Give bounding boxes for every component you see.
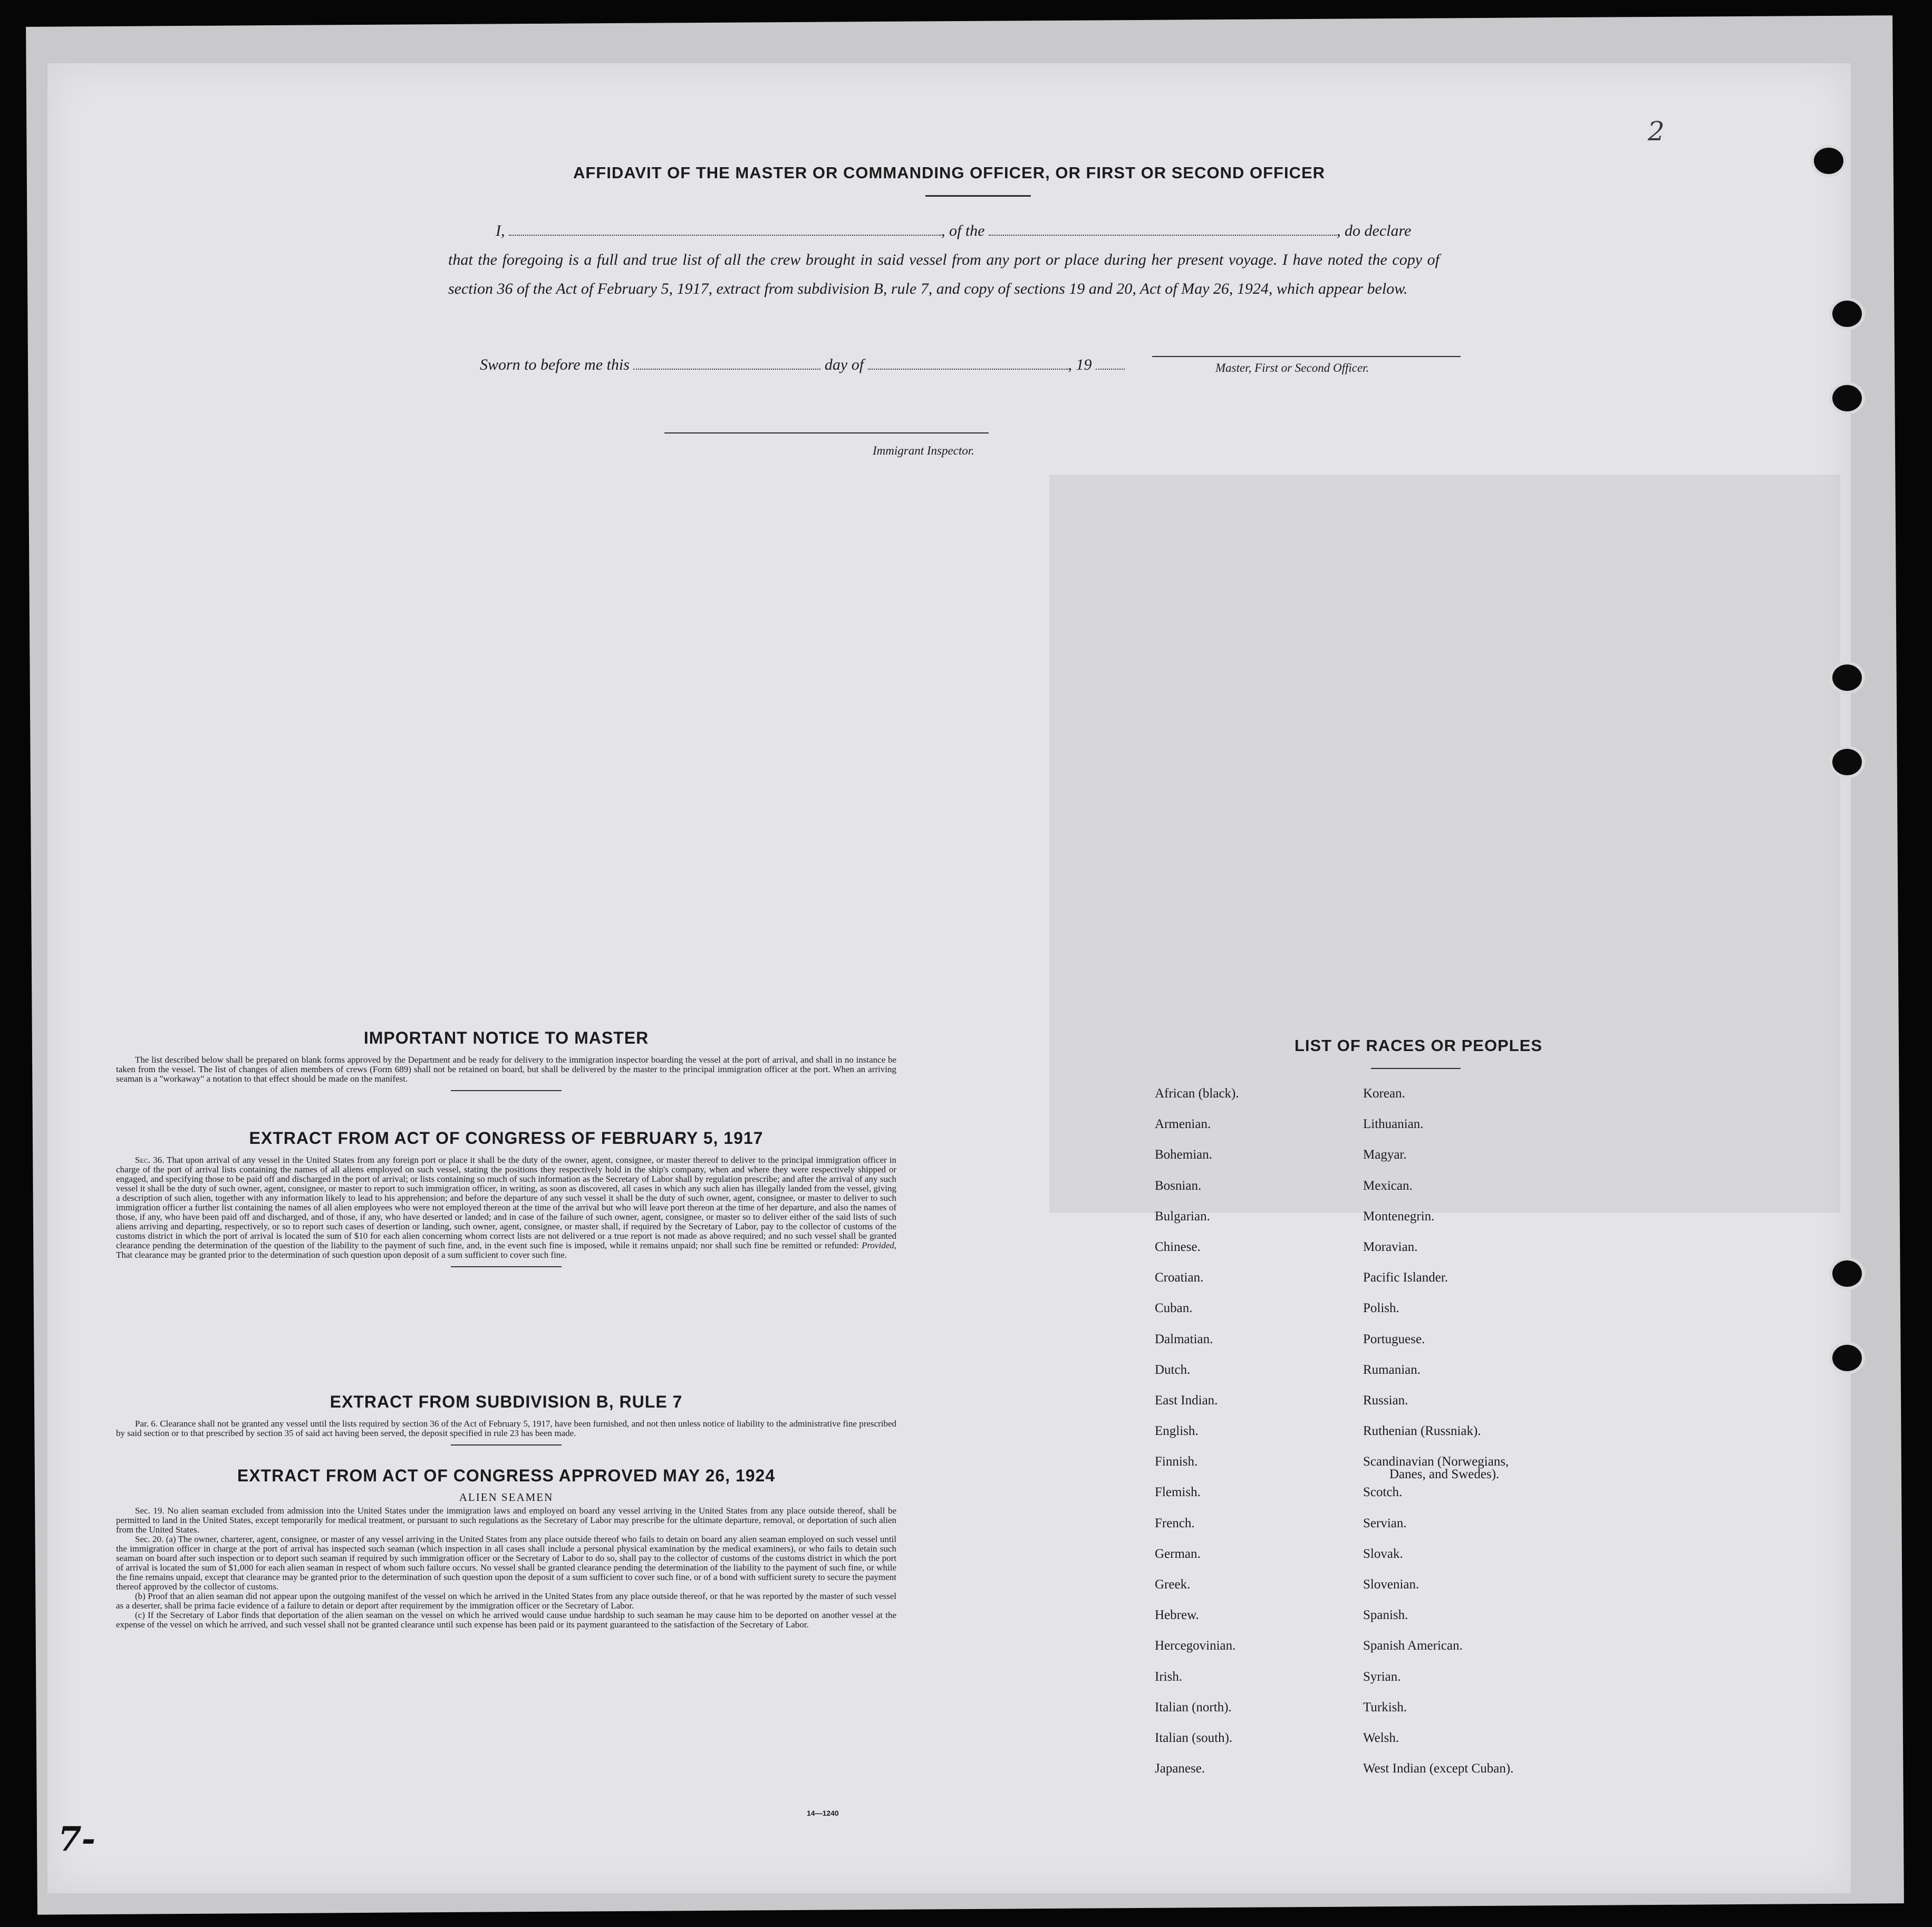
inspector-signature-line[interactable] [664, 432, 989, 433]
race-item: Italian (north). [1155, 1700, 1232, 1714]
race-item: Turkish. [1363, 1700, 1407, 1714]
page-number: 2 [1648, 116, 1665, 147]
race-item: African (black). [1155, 1086, 1239, 1101]
race-item: Moravian. [1363, 1239, 1418, 1254]
race-item: Montenegrin. [1363, 1209, 1435, 1223]
declarant-i: I, [496, 222, 505, 239]
section-divider [451, 1090, 562, 1091]
binder-hole [1832, 1260, 1862, 1287]
extract-rule7-section [116, 1392, 896, 1446]
sworn-day-label: day of [824, 356, 864, 373]
do-declare-label: , do declare [1337, 222, 1412, 239]
race-item: Armenian. [1155, 1117, 1211, 1132]
race-item: Korean. [1363, 1086, 1405, 1101]
race-item-continuation: Danes, and Swedes). [1389, 1467, 1500, 1482]
master-signature-line[interactable] [1152, 356, 1461, 357]
race-item: Hebrew. [1155, 1608, 1199, 1623]
race-item: East Indian. [1155, 1393, 1218, 1408]
binder-hole [1832, 1345, 1862, 1371]
extract-1924-section [116, 1466, 896, 1630]
race-item: Dutch. [1155, 1362, 1191, 1377]
race-item: Russian. [1363, 1393, 1408, 1408]
race-item: Scotch. [1363, 1485, 1403, 1500]
race-item: Finnish. [1155, 1454, 1198, 1469]
sec20c-text: (c) If the Secretary of Labor finds that deportation of the alien seaman on the vessel on which he arrived would cause undue hardship to such seaman he may cause him to be deported on another vessel at the expense of the vessel on which he arrived, and such vessel shall not be granted clearance until such expense has been paid or its payment guaranteed to the satisfaction of the Secretary of Labor. [116, 1610, 896, 1630]
race-item: Italian (south). [1155, 1730, 1233, 1745]
notice-title: IMPORTANT NOTICE TO MASTER [363, 1028, 649, 1047]
corner-mark: 7- [58, 1819, 96, 1859]
sec20a-text: Sec. 20. (a) The owner, charterer, agent, consignee, or master of any vessel arriving in the United States from any place outside thereof who fails to detain on board any alien seaman employed on such vessel until the immigration officer in charge at the port of arrival has inspected such seaman (which inspection in all cases shall include a personal physical examination by the medical examiners), or who fails to detain such seaman on board after such inspection or to deport such seaman if required by such immigration officer or the Secretary of Labor to do so, shall pay to the collector of customs of the customs district in which the port of arrival is located the sum of $1,000 for each alien seaman in respect of whom such failure occurs. No vessel shall be granted clearance pending the determination of the liability to the payment of such fine, or while the fine remains unpaid, except that clearance may be granted prior to the determination of such question upon the deposit of a sum sufficient to cover such fine, or of a bond with sufficient surety to secure the payment thereof approved by the collector of customs. [116, 1534, 896, 1592]
section-divider [451, 1266, 562, 1267]
alien-seamen-subtitle: ALIEN SEAMEN [459, 1491, 554, 1504]
race-item: Pacific Islander. [1363, 1270, 1448, 1285]
sworn-date-field[interactable] [633, 368, 820, 370]
race-item: Portuguese. [1363, 1332, 1425, 1346]
binder-hole [1832, 301, 1862, 327]
races-title: LIST OF RACES OR PEOPLES [1294, 1036, 1543, 1055]
notice-text: The list described below shall be prepared on blank forms approved by the Department and be ready for delivery to the immigration inspector boarding the vessel at the port of arrival, and shall in no instance be taken from the vessel. The list of changes of alien members of crews (Form 689) shall not be retained on board, but shall be delivered by the master to the principal immigration officer at the port. When an arriving seaman is a "workaway" a notation to that effect should be made on the manifest. [116, 1055, 896, 1084]
title-rule [925, 195, 1031, 197]
inspector-label: Immigrant Inspector. [873, 444, 974, 457]
extract-1917-section [116, 1129, 896, 1267]
races-left-column [1155, 1086, 1239, 1792]
sworn-month-field[interactable] [868, 368, 1068, 370]
sec20b-text: (b) Proof that an alien seaman did not appear upon the outgoing manifest of the vessel on which he arrived in the United States from any place outside thereof, or that he was reported by the master of such vessel as a deserter, shall be prima facie evidence of a failure to detain or deport after requirement by the immigration officer or the Secretary of Labor. [116, 1591, 896, 1611]
race-item: Dalmatian. [1155, 1332, 1213, 1346]
declarant-name-field[interactable] [509, 234, 941, 236]
race-item: Servian. [1363, 1516, 1407, 1530]
race-item: Cuban. [1155, 1301, 1193, 1316]
extract-1917-title: EXTRACT FROM ACT OF CONGRESS OF FEBRUARY 5, 1917 [249, 1129, 764, 1148]
sworn-year-field[interactable] [1096, 368, 1125, 370]
declaration-body: that the foregoing is a full and true list of all the crew brought in said vessel from any port or place during her present voyage. I have noted the copy of section 36 of the Act of February 5, 1917, extract from subdivision B, rule 7, and copy of sections 19 and 20, Act of May 26, 1924, which appear below. [448, 251, 1440, 297]
race-item: Greek. [1155, 1577, 1191, 1592]
race-item: English. [1155, 1424, 1199, 1439]
sec19-text: Sec. 19. No alien seaman excluded from admission into the United States under the immigration laws and employed on board any vessel arriving in the United States from any place outside thereof, shall be permitted to land in the United States, except temporarily for medical treatment, or pursuant to such regulations as the Secretary of Labor may prescribe for the ultimate departure, removal, or deportation of such alien from the United States. [116, 1506, 896, 1535]
sec36-label: Sec. 36. [135, 1155, 165, 1165]
race-item: Polish. [1363, 1301, 1399, 1316]
race-item: French. [1155, 1516, 1195, 1530]
extract-1924-title: EXTRACT FROM ACT OF CONGRESS APPROVED MAY 26, 1924 [237, 1466, 776, 1485]
race-item: Spanish. [1363, 1608, 1408, 1623]
race-item: Mexican. [1363, 1178, 1413, 1193]
extract-rule7-title: EXTRACT FROM SUBDIVISION B, RULE 7 [330, 1392, 683, 1411]
document-page [47, 63, 1851, 1893]
race-item: Rumanian. [1363, 1362, 1421, 1377]
race-item: Magyar. [1363, 1148, 1407, 1162]
form-number: 14—1240 [807, 1809, 839, 1817]
binder-hole [1832, 749, 1862, 775]
race-item: Japanese. [1155, 1761, 1205, 1776]
race-item: Ruthenian (Russniak). [1363, 1424, 1481, 1439]
race-item: Croatian. [1155, 1270, 1204, 1285]
race-item: Flemish. [1155, 1485, 1201, 1500]
race-item: Bulgarian. [1155, 1209, 1210, 1223]
race-item: Irish. [1155, 1669, 1183, 1684]
vessel-field[interactable] [989, 234, 1337, 236]
race-item: Chinese. [1155, 1239, 1201, 1254]
affidavit-title: AFFIDAVIT OF THE MASTER OR COMMANDING OFFICER, OR FIRST OR SECOND OFFICER [573, 163, 1326, 182]
races-title-rule [1371, 1068, 1461, 1069]
rule7-text: Par. 6. Clearance shall not be granted any vessel until the lists required by section 36 of the Act of February 5, 1917, have been furnished, and not then unless notice of liability to the administrative fine prescribed by said section or to that prescribed by section 35 of said act having been served, the deposit specified in rule 23 has been made. [116, 1419, 896, 1438]
sworn-prefix: Sworn to before me this [480, 356, 630, 373]
sworn-year-label: , 19 [1068, 356, 1092, 373]
master-signature-label: Master, First or Second Officer. [1215, 361, 1369, 374]
proviso: Provided, [862, 1240, 896, 1250]
section-divider [451, 1444, 562, 1446]
races-right-column [1363, 1086, 1513, 1792]
race-item: West Indian (except Cuban). [1363, 1761, 1514, 1776]
race-item: Lithuanian. [1363, 1117, 1424, 1132]
binder-hole [1832, 385, 1862, 411]
affidavit-declaration [448, 216, 1440, 303]
race-item: Bohemian. [1155, 1148, 1213, 1162]
race-item: Spanish American. [1363, 1639, 1463, 1653]
race-item: Scandinavian (Norwegians, Danes, and Swedes). [1363, 1454, 1513, 1485]
race-item: Slovenian. [1363, 1577, 1419, 1592]
sworn-line [480, 356, 1125, 374]
sec36-text: That upon arrival of any vessel in the United States from any foreign port or place it shall be the duty of the owner, agent, consignee, or master thereof to deliver to the principal immigration officer in charge of the port of arrival lists containing the names of all aliens employed on such vessel, stating the positions they respectively hold in the ship's company, when and where they were respectively shipped or engaged, and specifying those to be paid off and discharged in the port of arrival; or lists containing so much of such information as the Secretary of Labor shall by regulation prescribe; and after the arrival of any such vessel it shall be the duty of such owner, agent, consignee, or master to report to such immigration officer, in writing, as soon as discovered, all cases in which any such alien has illegally landed from the vessel, giving a description of such alien, together with any information likely to lead to his apprehension; and before the departure of any such vessel it shall be the duty of such owner, agent, consignee, or master to deliver to such immigration officer a further list containing the names of all alien employees who were not employed thereon at the time of the arrival but who will leave port thereon at the time of her departure, and also the names of those, if any, who have been paid off and discharged, and of those, if any, who have deserted or landed; and in case of the failure of such owner, agent, consignee, or master so to deliver either of the said lists of such aliens arriving and departing, respectively, or so to report such cases of desertion or landing, such owner, agent, consignee, or master shall, if required by the Secretary of Labor, pay to the collector of customs of the customs district in which the port of arrival is located the sum of $10 for each alien concerning whom correct lists are not delivered or a true report is not made as above required; and no such vessel shall be granted clearance pending the determination of the question of the liability to the payment of such fine, and, in the event such fine is imposed, while it remains unpaid; nor shall such fine be remitted or refunded: [116, 1155, 896, 1250]
sec36-text-end: That clearance may be granted prior to the determination of such question upon deposit of a sum sufficient to cover such fine. [116, 1250, 567, 1260]
important-notice-section [116, 1028, 896, 1091]
race-item: German. [1155, 1546, 1201, 1561]
race-item: Welsh. [1363, 1730, 1399, 1745]
race-item: Slovak. [1363, 1546, 1403, 1561]
race-item: Hercegovinian. [1155, 1639, 1236, 1653]
race-item: Syrian. [1363, 1669, 1401, 1684]
of-the-label: , of the [941, 222, 985, 239]
binder-hole [1832, 664, 1862, 691]
race-item: Bosnian. [1155, 1178, 1202, 1193]
